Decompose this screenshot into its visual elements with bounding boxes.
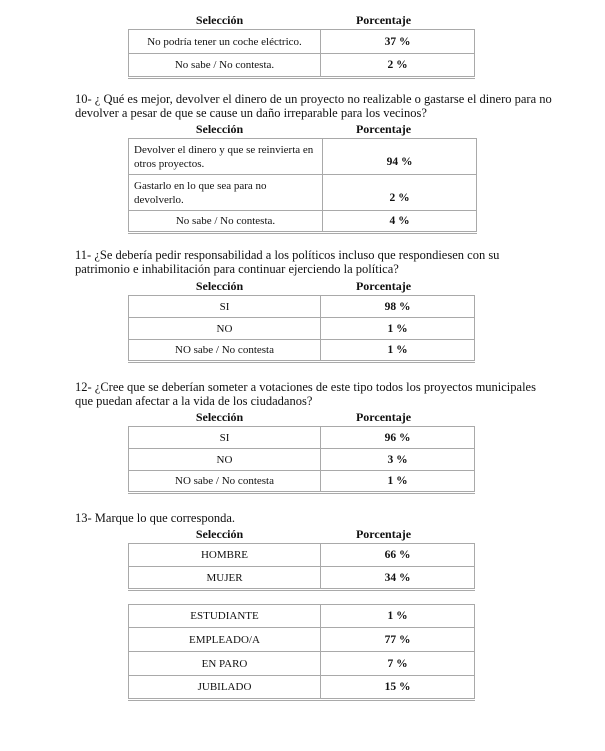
option-percentage: 94 % [323, 139, 477, 175]
percentage-header: Porcentaje [355, 13, 412, 27]
percentage-header: Porcentaje [355, 122, 412, 136]
option-label: NO sabe / No contesta [129, 340, 321, 362]
question-12-text: 12- ¿Cree que se deberían someter a votaciones de este tipo todos los proyectos municipales que puedan afectar a la vida de los ciudadanos? [75, 380, 536, 408]
table-row [129, 54, 475, 78]
table-row [129, 211, 477, 233]
table-row [129, 544, 475, 567]
option-label: No sabe / No contesta. [129, 211, 323, 233]
question-11-text: 11- ¿Se debería pedir responsabilidad a los políticos incluso que respondiesen con su patrimonio e inhabilitación para continuar ejerciendo la política? [75, 248, 500, 276]
table-row [129, 449, 475, 471]
option-label: ESTUDIANTE [129, 605, 321, 628]
option-percentage: 1 % [321, 318, 475, 340]
table-row [129, 340, 475, 362]
option-label: No sabe / No contesta. [129, 54, 321, 78]
option-label: SI [129, 296, 321, 318]
option-percentage: 37 % [321, 30, 475, 54]
option-percentage: 4 % [323, 211, 477, 233]
option-percentage: 1 % [321, 605, 475, 628]
option-label: EN PARO [129, 652, 321, 676]
option-percentage: 3 % [321, 449, 475, 471]
option-label: SI [129, 427, 321, 449]
option-percentage: 96 % [321, 427, 475, 449]
option-label: MUJER [129, 567, 321, 590]
percentage-header: Porcentaje [355, 279, 412, 293]
selection-header: Selección [195, 122, 244, 136]
option-label: NO [129, 318, 321, 340]
table-row [129, 427, 475, 449]
percentage-header: Porcentaje [355, 527, 412, 541]
table-row [129, 139, 477, 175]
option-label: Devolver el dinero y que se reinvierta en otros proyectos. [129, 139, 323, 175]
table-row [129, 605, 475, 628]
option-label: Gastarlo en lo que sea para no devolverlo. [129, 175, 323, 211]
results-table-q12 [128, 426, 475, 494]
percentage-header: Porcentaje [355, 410, 412, 424]
table-row [129, 30, 475, 54]
selection-header: Selección [195, 13, 244, 27]
table-row [129, 471, 475, 493]
question-13-text: 13- Marque lo que corresponda. [75, 511, 236, 525]
option-percentage: 1 % [321, 340, 475, 362]
table-row [129, 567, 475, 590]
table-row [129, 652, 475, 676]
option-percentage: 2 % [323, 175, 477, 211]
results-table-q11 [128, 295, 475, 363]
question-10-text: 10- ¿ Qué es mejor, devolver el dinero de un proyecto no realizable o gastarse el dinero para no devolver a pesar de que se cause un daño irreparable para los vecinos? [75, 92, 552, 120]
option-percentage: 1 % [321, 471, 475, 493]
selection-header: Selección [195, 279, 244, 293]
table-row [129, 676, 475, 700]
option-percentage: 66 % [321, 544, 475, 567]
results-table-q13-gender [128, 543, 475, 591]
option-percentage: 77 % [321, 628, 475, 652]
option-percentage: 34 % [321, 567, 475, 590]
results-table-q10 [128, 138, 477, 234]
selection-header: Selección [195, 410, 244, 424]
table-row [129, 318, 475, 340]
option-label: NO sabe / No contesta [129, 471, 321, 493]
option-percentage: 7 % [321, 652, 475, 676]
results-table-q9 [128, 29, 475, 79]
option-label: HOMBRE [129, 544, 321, 567]
table-row [129, 175, 477, 211]
selection-header: Selección [195, 527, 244, 541]
option-percentage: 98 % [321, 296, 475, 318]
option-percentage: 15 % [321, 676, 475, 700]
option-percentage: 2 % [321, 54, 475, 78]
option-label: No podría tener un coche eléctrico. [129, 30, 321, 54]
option-label: JUBILADO [129, 676, 321, 700]
table-row [129, 628, 475, 652]
option-label: EMPLEADO/A [129, 628, 321, 652]
option-label: NO [129, 449, 321, 471]
table-row [129, 296, 475, 318]
results-table-q13-status [128, 604, 475, 701]
